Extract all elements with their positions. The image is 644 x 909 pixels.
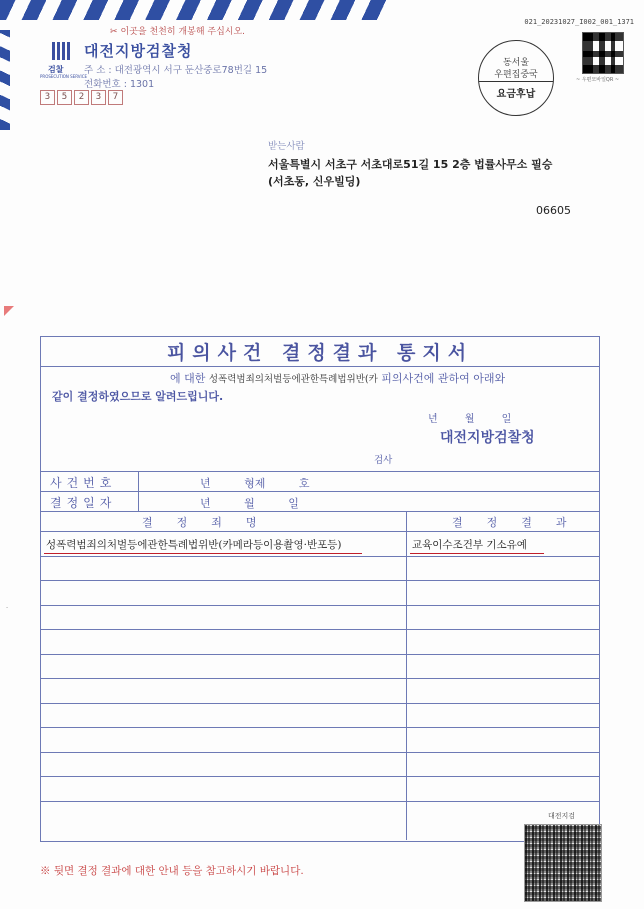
prosecution-logo-icon [52, 42, 72, 60]
recipient-label: 받는사람 [268, 141, 305, 152]
recipient-zip: 06605 [536, 204, 571, 217]
issuer-name: 대전지방검찰청 [440, 430, 535, 446]
sender-zip-boxes [40, 90, 125, 105]
recipient-address: 서울특별시 서초구 서초대로51길 15 2층 법률사무소 필승(서초동, 신우빌딩) [268, 158, 553, 188]
zip-digit: 7 [108, 90, 123, 105]
qr-top-caption: ~ 우편모바일QR ~ [576, 77, 620, 83]
case-no-fill: 년 형제 호 [200, 477, 310, 490]
cut-notice-text: 이곳을 천천히 개봉해 주십시오. [120, 27, 246, 37]
result-cell: 교육이수조건부 기소유예 [412, 539, 527, 551]
body-offense: 성폭력범죄의처벌등에관한특례법위반(카 [208, 374, 378, 385]
sender-org: 대전지방검찰청 [84, 42, 193, 60]
postmark-line2: 우편집중국 [494, 70, 538, 80]
sender-tel: 전화번호 : 1301 [84, 79, 155, 90]
decision-date-fill: 년 월 일 [200, 497, 299, 510]
qr-bottom-caption: 대전지검 [548, 812, 576, 820]
notice-body-line1 [52, 370, 505, 386]
margin-mark: - [6, 604, 9, 611]
notice-form [40, 336, 600, 842]
postmark-line3: 요금후납 [496, 89, 536, 100]
airmail-stripe-top [0, 0, 390, 20]
body-suffix: 피의사건에 관하여 아래와 [381, 372, 506, 385]
col-offense-header: 결정죄명 [142, 516, 281, 529]
notice-body-line2: 같이 결정하였으므로 알려드립니다. [52, 390, 224, 403]
offense-underline [44, 553, 362, 554]
postmark-line1: 동서울 [502, 58, 530, 68]
prosecutor-label: 검사 [374, 455, 393, 466]
offense-cell: 성폭력범죄의처벌등에관한특례법위반(카메라등이용촬영·반포등) [46, 539, 342, 551]
case-no-label: 사건번호 [50, 476, 117, 490]
postage-stamp [478, 40, 554, 116]
zip-digit: 2 [74, 90, 89, 105]
qr-code-icon [524, 824, 602, 902]
cut-notice [110, 24, 245, 37]
footer-note: ※ 뒷면 결정 결과에 대한 안내 등을 참고하시기 바랍니다. [40, 865, 304, 877]
body-prefix: 에 대한 [170, 372, 206, 385]
scissors-icon: ✂ [110, 27, 118, 37]
notice-date: 년 월 일 [428, 414, 512, 425]
logo-korean: 검찰 [48, 65, 64, 74]
document-id: 021_20231027_I002_001_1371 [524, 18, 634, 26]
airmail-stripe-left [0, 30, 10, 130]
zip-digit: 3 [91, 90, 106, 105]
zip-digit: 3 [40, 90, 55, 105]
notice-title: 피의사건 결정결과 통지서 [166, 342, 474, 364]
decision-date-label: 결정일자 [50, 496, 117, 510]
col-result-header: 결정결과 [452, 516, 591, 529]
zip-digit: 5 [57, 90, 72, 105]
result-underline [410, 553, 544, 554]
qr-code-icon [582, 32, 624, 74]
sender-address: 주 소 : 대전광역시 서구 둔산중로78번길 15 [84, 65, 268, 76]
logo-english: PROSECUTION SERVICE [40, 74, 88, 79]
fold-mark [4, 306, 14, 316]
